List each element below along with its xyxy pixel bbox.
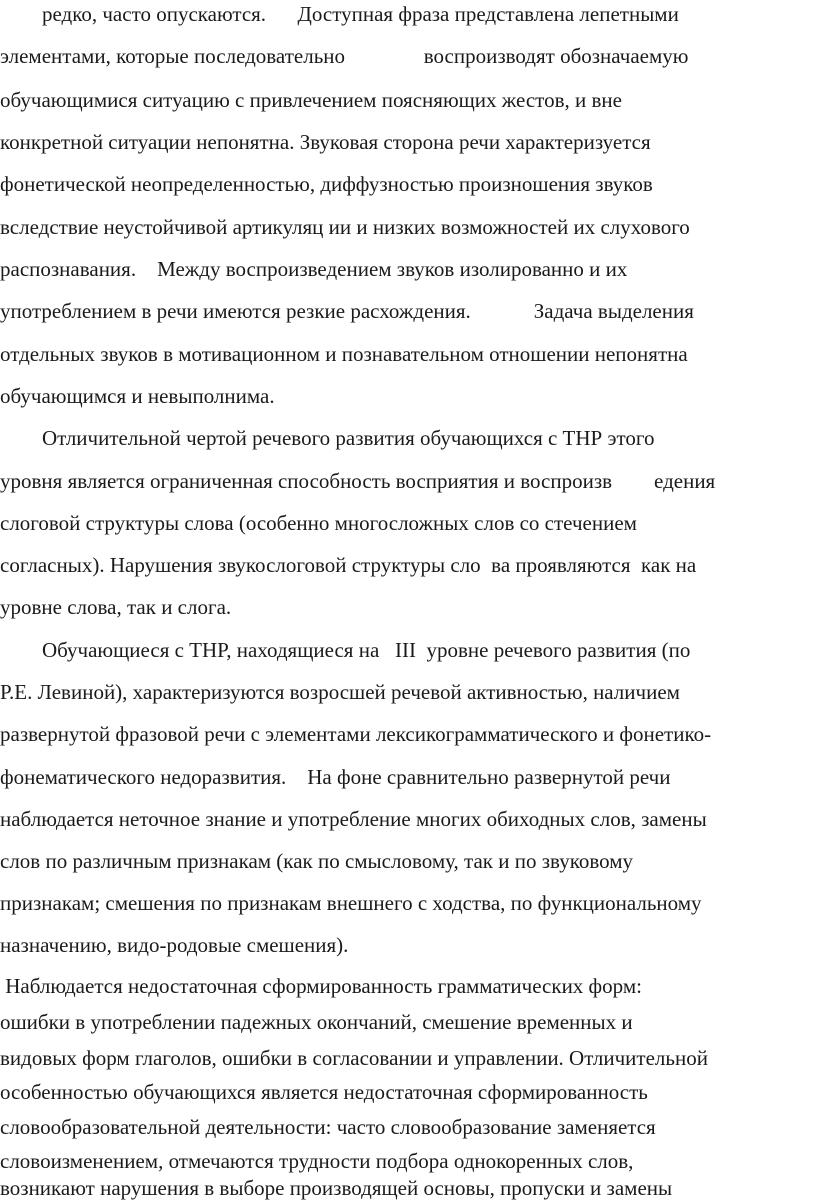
text-line: фонетической неопределенностью, диффузностью произношения звуков [0,172,653,196]
text-line: элементами, которые последовательно воспроизводят обозначаемую [0,44,689,68]
text-line: слов по различным признакам (как по смысловому, так и по звуковому [0,849,634,873]
text-line: вследствие неустойчивой артикуляц ии и низких возможностей их слухового [0,215,690,239]
text-line: наблюдается неточное знание и употребление многих обиходных слов, замены [0,807,707,831]
text-line: распознавания. Между воспроизведением звуков изолированно и их [0,257,628,281]
text-line: словоизменением, отмечаются трудности подбора однокоренных слов, [0,1149,634,1173]
text-line: фонематического недоразвития. На фоне сравнительно развернутой речи [0,765,671,789]
text-line: Р.Е. Левиной), характеризуются возросшей речевой активностью, наличием [0,680,680,704]
text-line: видовых форм глаголов, ошибки в согласовании и управлении. Отличительной [0,1046,708,1070]
text-line: развернутой фразовой речи с элементами лексикограмматического и фонетико- [0,722,712,746]
text-line: Отличительной чертой речевого развития обучающихся с ТНР этого [0,426,655,450]
text-line: Обучающиеся с ТНР, находящиеся на III уровне речевого развития (по [0,638,691,662]
text-line: конкретной ситуации непонятна. Звуковая сторона речи характеризуется [0,130,651,154]
text-line: слоговой структуры слова (особенно многосложных слов со стечением [0,511,637,535]
text-line: согласных). Нарушения звукослоговой структуры сло ва проявляются как на [0,553,697,577]
text-line: особенностью обучающихся является недостаточная сформированность [0,1080,648,1104]
text-line: редко, часто опускаются. Доступная фраза представлена лепетными [0,2,679,26]
text-line: обучающимися ситуацию с привлечением поясняющих жестов, и вне [0,88,622,112]
text-line: Наблюдается недостаточная сформированность грамматических форм: [0,974,642,998]
text-line: уровне слова, так и слога. [0,595,232,619]
text-line: назначению, видо-родовые смешения). [0,933,349,957]
text-line: возникают нарушения в выборе производящей основы, пропуски и замены [0,1176,673,1200]
text-line: уровня является ограниченная способность восприятия и воспроизв едения [0,469,716,493]
text-line: ошибки в употреблении падежных окончаний, смешение временных и [0,1010,633,1034]
text-line: словообразовательной деятельности: часто словообразование заменяется [0,1115,656,1139]
text-line: обучающимся и невыполнима. [0,384,275,408]
text-line: употреблением в речи имеются резкие расхождения. Задача выделения [0,299,694,323]
text-line: признакам; смешения по признакам внешнего с ходства, по функциональному [0,891,702,915]
text-line: отдельных звуков в мотивационном и познавательном отношении непонятна [0,342,688,366]
